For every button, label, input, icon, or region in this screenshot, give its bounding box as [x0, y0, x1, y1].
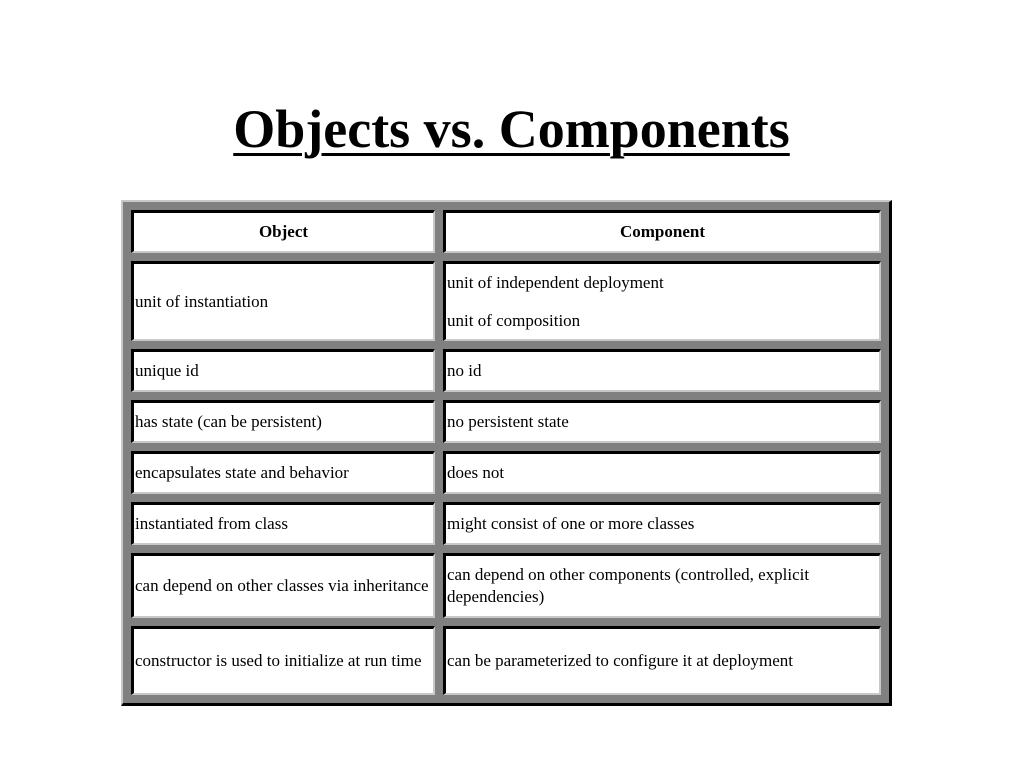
header-component: Component [443, 210, 881, 253]
component-cell: no id [443, 349, 881, 392]
component-cell [443, 261, 881, 341]
object-cell: can depend on other classes via inheritance [131, 553, 435, 618]
component-cell: does not [443, 451, 881, 494]
table-row [131, 451, 881, 494]
component-cell: no persistent state [443, 400, 881, 443]
table-header-row [131, 210, 881, 253]
component-text: unit of independent deployment [447, 272, 664, 292]
table-row [131, 553, 881, 618]
object-cell: encapsulates state and behavior [131, 451, 435, 494]
object-cell: unique id [131, 349, 435, 392]
object-cell: unit of instantiation [131, 261, 435, 341]
component-cell: can be parameterized to configure it at deployment [443, 626, 881, 695]
table-row [131, 626, 881, 695]
object-cell: has state (can be persistent) [131, 400, 435, 443]
slide-title: Objects vs. Components [233, 99, 790, 159]
table-row [131, 400, 881, 443]
object-cell: constructor is used to initialize at run time [131, 626, 435, 695]
component-cell: might consist of one or more classes [443, 502, 881, 545]
component-cell: can depend on other components (controlled, explicit dependencies) [443, 553, 881, 618]
header-object: Object [131, 210, 435, 253]
comparison-table [121, 200, 892, 706]
table-row [131, 261, 881, 341]
component-text: unit of composition [447, 310, 581, 330]
table-row [131, 502, 881, 545]
object-cell: instantiated from class [131, 502, 435, 545]
table-row [131, 349, 881, 392]
